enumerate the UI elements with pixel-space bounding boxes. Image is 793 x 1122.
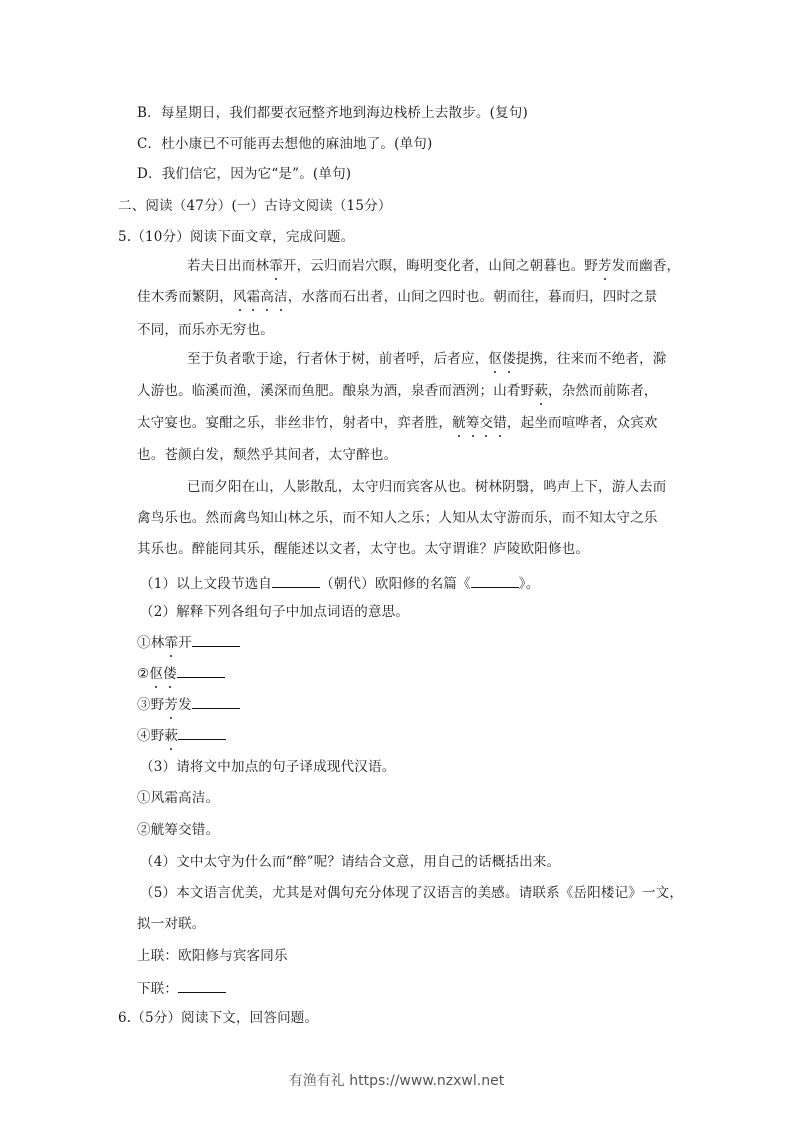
emphasized-word: 芳 bbox=[164, 697, 179, 713]
sub-question-1 bbox=[140, 573, 539, 593]
text: 》。 bbox=[518, 576, 540, 592]
emphasized-word: 错 bbox=[493, 415, 507, 431]
emphasized-word: 伛 bbox=[488, 351, 503, 367]
footer-watermark: 有渔有礼 https://www.nzxwl.net bbox=[288, 1073, 505, 1089]
question-5-header: 5.（10分）阅读下面文章，完成问题。 bbox=[118, 229, 355, 245]
section-heading: 二、阅读（47分）(一）古诗文阅读（15分） bbox=[118, 198, 392, 214]
text: ③ bbox=[137, 697, 151, 713]
text: 人游也。临溪而渔，溪深而鱼肥。酿泉为酒，泉香而酒洌；山肴野 bbox=[137, 383, 535, 399]
text: ② bbox=[137, 666, 150, 682]
emphasized-word: 霏 bbox=[269, 258, 283, 274]
text: ，水落而石出者，山间之四时也。朝而往，暮而归，四时之景 bbox=[287, 289, 658, 305]
passage-p2-line2 bbox=[137, 382, 658, 400]
emphasized-word: 霏 bbox=[164, 635, 179, 651]
passage-p2-line3 bbox=[137, 414, 658, 432]
item2-4 bbox=[137, 725, 226, 745]
item3-2: ②觥筹交错。 bbox=[137, 822, 220, 838]
passage-p3-line2: 禽鸟乐也。然而禽鸟知山林之乐，而不知人之乐；人知从太守游而乐，而不知太守之乐 bbox=[137, 510, 658, 526]
sub-question-4: （4）文中太守为什么而“醉”呢？请结合文意，用自己的话概括出来。 bbox=[140, 854, 561, 870]
item2-2 bbox=[137, 663, 225, 683]
text: 野 bbox=[150, 728, 165, 744]
answer-blank-title[interactable] bbox=[471, 573, 519, 588]
text: 至于负者歌于途，行者休于树，前者呼，后者应， bbox=[187, 351, 489, 367]
text: ① bbox=[137, 635, 151, 651]
text: 太守宴也。宴酣之乐，非丝非竹，射者中，弈者胜， bbox=[137, 415, 453, 431]
answer-blank-lower[interactable] bbox=[178, 978, 226, 993]
emphasized-word: 蔌 bbox=[534, 383, 549, 399]
text: 若夫日出而林 bbox=[187, 258, 270, 274]
sub-question-5-cont: 拟一对联。 bbox=[137, 916, 206, 932]
answer-blank[interactable] bbox=[192, 694, 240, 709]
text: 林 bbox=[150, 635, 165, 651]
option-c: C．杜小康已不可能再去想他的麻油地了。(单句) bbox=[137, 136, 433, 152]
passage-p2-line1 bbox=[187, 350, 667, 368]
emphasized-word: 筹 bbox=[465, 415, 480, 431]
text: 发 bbox=[178, 697, 192, 713]
answer-blank[interactable] bbox=[192, 632, 240, 647]
text: ，起坐而喧哗者，众宾欢 bbox=[506, 415, 658, 431]
sub-question-5: （5）本文语言优美，尤其是对偶句充分体现了汉语言的美感。请联系《岳阳楼记》一文， bbox=[140, 885, 684, 901]
text: 野 bbox=[150, 697, 165, 713]
passage-p3-line3: 其乐也。醉能同其乐，醒能述以文者，太守也。太守谓谁？庐陵欧阳修也。 bbox=[137, 541, 590, 557]
emphasized-word: 偻 bbox=[502, 351, 516, 367]
answer-blank[interactable] bbox=[178, 725, 226, 740]
text: ④ bbox=[137, 728, 151, 744]
couplet-lower bbox=[137, 978, 226, 998]
text: 开，云归而岩穴暝，晦明变化者，山间之朝暮也。野 bbox=[282, 258, 599, 274]
passage-p1-line2 bbox=[137, 288, 658, 306]
text: 提携，往来而不绝者，滁 bbox=[515, 351, 667, 367]
answer-blank-dynasty[interactable] bbox=[272, 573, 320, 588]
passage-p3-line1: 已而夕阳在山，人影散乱，太守归而宾客从也。树林阴翳，鸣声上下，游人去而 bbox=[187, 479, 667, 495]
emphasized-word: 洁 bbox=[274, 289, 288, 305]
text: 佳木秀而繁阴， bbox=[137, 289, 233, 305]
text: ，杂然而前陈者， bbox=[548, 383, 658, 399]
passage-p1-line1 bbox=[187, 257, 680, 275]
text: （1）以上文段节选自 bbox=[140, 576, 273, 592]
emphasized-word: 偻 bbox=[163, 666, 177, 682]
question-6-header: 6.（5分）阅读下文，回答问题。 bbox=[118, 1010, 319, 1026]
sub-question-2: （2）解释下列各组句子中加点词语的意思。 bbox=[140, 604, 410, 620]
text: 发而幽香， bbox=[611, 258, 681, 274]
item2-1 bbox=[137, 632, 240, 652]
text: 下联： bbox=[137, 981, 179, 997]
text: （朝代）欧阳修的名篇《 bbox=[320, 576, 471, 592]
answer-blank[interactable] bbox=[177, 663, 225, 678]
option-d: D．我们信它，因为它“是”。(单句) bbox=[137, 166, 352, 182]
passage-p2-line4: 也。苍颜白发，颓然乎其间者，太守醉也。 bbox=[137, 447, 398, 463]
item3-1: ①风霜高洁。 bbox=[137, 790, 220, 806]
option-b: B．每星期日，我们都要衣冠整齐地到海边栈桥上去散步。(复句) bbox=[137, 105, 528, 121]
sub-question-3: （3）请将文中加点的句子译成现代汉语。 bbox=[140, 759, 396, 775]
emphasized-word: 霜 bbox=[246, 289, 261, 305]
emphasized-word: 风 bbox=[232, 289, 247, 305]
emphasized-word: 蔌 bbox=[164, 728, 179, 744]
passage-p1-line3: 不同，而乐亦无穷也。 bbox=[137, 322, 274, 338]
item2-3 bbox=[137, 694, 240, 714]
text: 开 bbox=[178, 635, 192, 651]
couplet-upper: 上联：欧阳修与宾客同乐 bbox=[137, 948, 288, 964]
emphasized-word: 芳 bbox=[598, 258, 612, 274]
emphasized-word: 伛 bbox=[149, 666, 164, 682]
emphasized-word: 高 bbox=[260, 289, 275, 305]
emphasized-word: 交 bbox=[479, 415, 494, 431]
emphasized-word: 觥 bbox=[452, 415, 466, 431]
